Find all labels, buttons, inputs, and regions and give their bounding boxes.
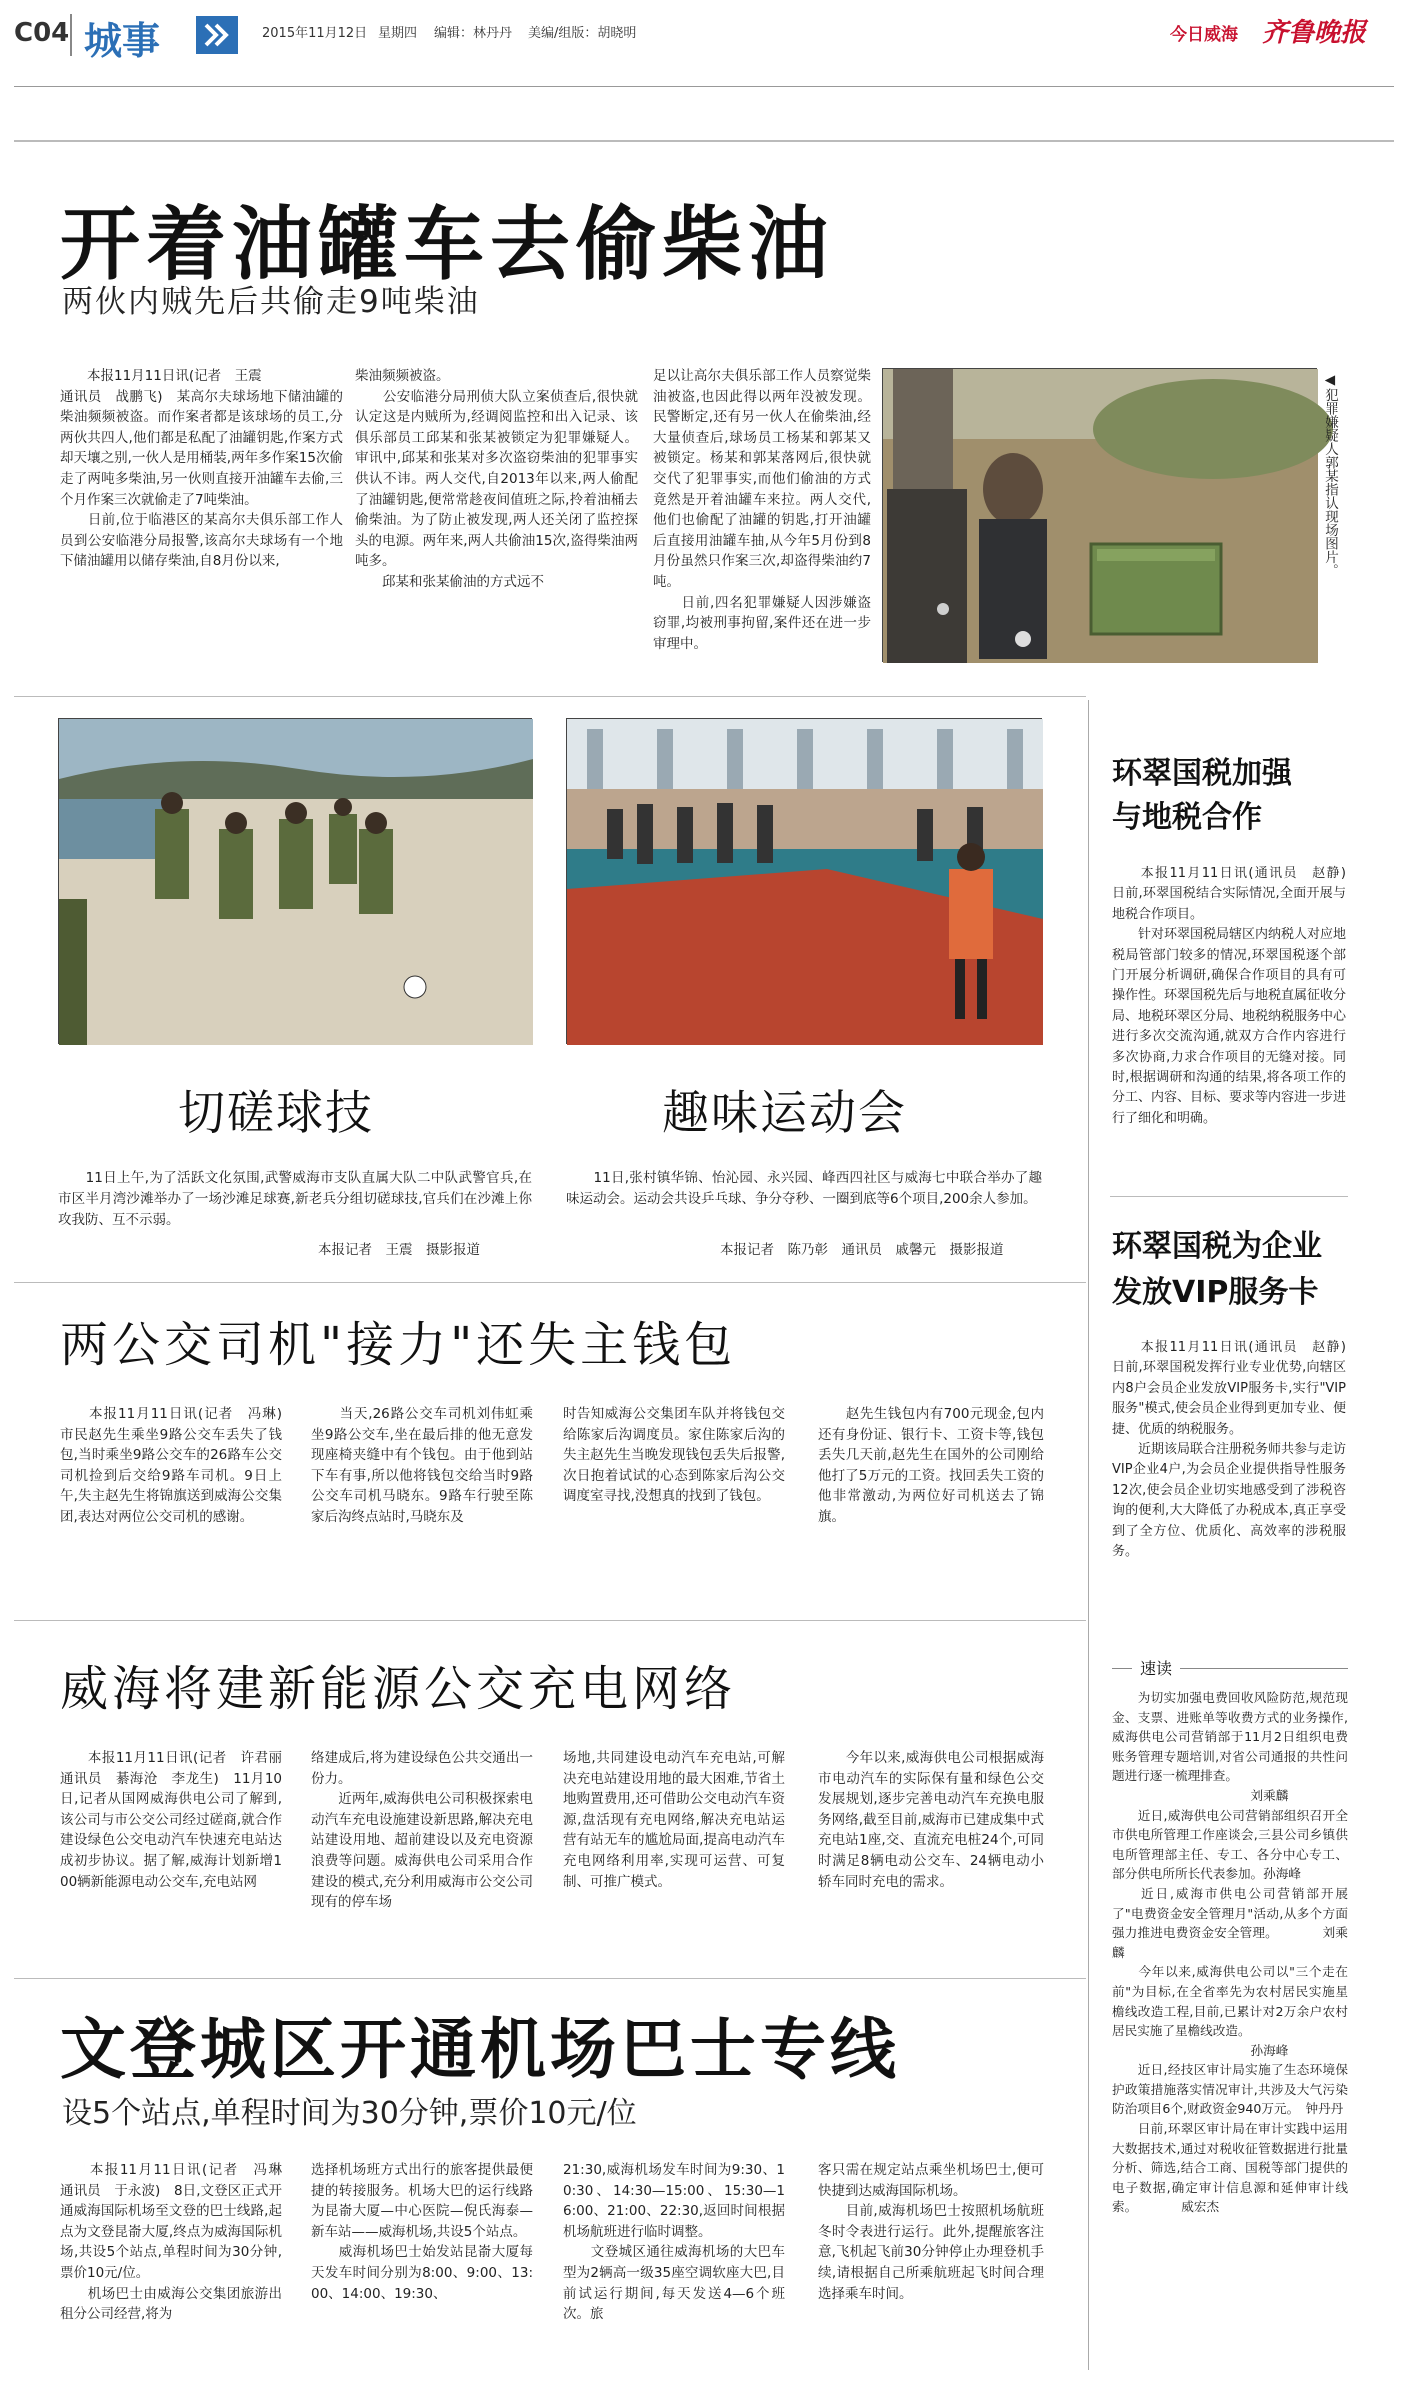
masthead (0, 0, 1409, 100)
section-title: 城事 (84, 19, 161, 63)
story2-column-2: 当天,26路公交车司机刘伟虹乘坐9路公交车,坐在最后排的他无意发现座椅夹缝中有个钱包。由于他到站下车有事,所以他将钱包交给当时9路公交车司机马晓东。9路车行驶至陈家后沟终点站时,马晓东及 (311, 1406, 533, 1525)
designer-credit: 美编/组版：胡晓明 (528, 26, 637, 41)
edition-name: 今日威海 (1170, 25, 1238, 45)
story1-column-3: 足以让高尔夫俱乐部工作人员察觉柴油被盗,也因此得以两年没被发现。民警断定,还有另一伙人在偷柴油,经大量侦查后,球场员工杨某和郭某又被锁定。杨某和郭某落网后,很快就交代了犯罪事实,而他们偷油的方式竟然是开着油罐车来拉。两人交代,他们也偷配了油罐的钥匙,打开油罐后直接用油罐车抽,从今年5月份到8月份虽然只作案三次,却盗得柴油约7吨。 日前,四名犯罪嫌疑人因涉嫌盗窃罪,均被刑事拘留,案件还在进一步审理中。 (653, 368, 871, 652)
photo-title-games: 趣味运动会 (662, 1086, 907, 1141)
photo-credit-games: 本报记者 陈乃彰 通讯员 戚馨元 摄影报道 (720, 1242, 1004, 1258)
subheadline-airport-bus: 设5个站点,单程时间为30分钟,票价10元/位 (62, 2096, 637, 2131)
editor-credit: 编辑：林丹丹 (434, 26, 513, 41)
issue-weekday: 星期四 (378, 26, 418, 41)
sidebar-headline-2 (1112, 1224, 1322, 1316)
photo-suspect-scene (882, 368, 1317, 662)
photo-caption-vertical: ◀犯罪嫌疑人郭某指认现场图片。 (1322, 372, 1338, 577)
story2-column-1: 本报11月11日讯(记者 冯琳) 市民赵先生乘坐9路公交车丢失了钱包,当时乘坐9路公交车的26路车公交司机捡到后交给9路车司机。9日上午,失主赵先生将锦旗送到威海公交集团,表达对两位公交司机的感谢。 (60, 1406, 296, 1525)
photo-beach-soccer (58, 718, 532, 1044)
issue-date: 2015年11月12日 (262, 26, 368, 41)
story3-column-4: 今年以来,威海供电公司根据威海市电动汽车的实际保有量和绿色公交发展规划,逐步完善电动汽车充换电服务网络,截至目前,威海市已建成集中式充电站1座,交、直流充电桩24个,可同时满足8辆电动公交车、24辆电动小轿车同时充电的需求。 (818, 1750, 1044, 1890)
section-rule-2 (14, 1282, 1086, 1283)
story4-column-1: 本报11月11日讯(记者 冯琳 通讯员 于永波) 8日,文登区正式开通威海国际机场至文登的巴士线路,起点为文登昆嵛大厦,终点为威海国际机场,共设5个站点,单程时间为30分钟,票价10元/位。 机场巴士由威海公交集团旅游出租分公司经营,将为 (60, 2162, 282, 2323)
story1-column-2: 柴油频频被盗。 公安临港分局刑侦大队立案侦查后,很快就认定这是内贼所为,经调阅监控和出入记录、该俱乐部员工邱某和张某被锁定为犯罪嫌疑人。审讯中,邱某和张某对多次盗窃柴油的犯罪事实供认不讳。两人交代,自2013年以来,两人偷配了油罐钥匙,便常常趁夜间值班之际,拎着油桶去偷柴油。为了防止被发现,两人还关闭了监控探头的电源。两年来,两人共偷油15次,盗得柴油两吨多。 邱某和张某偷油的方式远不 (355, 368, 638, 590)
section-rule-3 (14, 1620, 1086, 1621)
headline-wallet-returned: 两公交司机"接力"还失主钱包 (60, 1317, 737, 1373)
photo-section-rule (14, 696, 1086, 697)
story2-column-3: 时告知威海公交集团车队并将钱包交给陈家后沟调度员。家住陈家后沟的失主赵先生当晚发现钱包丢失后报警,次日抱着试试的心态到陈家后沟公交调度室寻找,没想真的找到了钱包。 (563, 1406, 785, 1505)
section-rule-4 (14, 1978, 1086, 1979)
quick-read-label: 速读 (1132, 1658, 1180, 1680)
sidebar-divider (1088, 700, 1089, 2370)
headline-airport-bus: 文登城区开通机场巴士专线 (60, 2011, 900, 2088)
story2-column-4: 赵先生钱包内有700元现金,包内还有身份证、银行卡、工资卡等,钱包丢失几天前,赵先生在国外的公司刚给他打了5万元的工资。找回丢失工资的他非常激动,为两位好司机送去了锦旗。 (818, 1406, 1044, 1525)
story3-column-2: 络建成后,将为建设绿色公共交通出一份力。 近两年,威海供电公司积极探索电动汽车充电设施建设新思路,解决充电站建设用地、超前建设以及充电资源浪费等问题。威海供电公司采用合作建设的模式,充分利用威海市公交公司现有的停车场 (311, 1750, 533, 1911)
quick-read-box (1112, 1658, 1348, 2378)
story3-column-1: 本报11月11日讯(记者 许君丽 通讯员 綦海沧 李龙生) 11月10日,记者从国网威海供电公司了解到,该公司与市公交公司经过磋商,就合作建设绿色公交电动汽车快速充电站达成初步协议。据了解,威海计划新增100辆新能源电动公交车,充电站网 (60, 1750, 296, 1890)
sidebar-rule-1 (1110, 1196, 1348, 1197)
story3-column-3: 场地,共同建设电动汽车充电站,可解决充电站建设用地的最大困难,节省土地购置费用,还可借助公交电动汽车资源,盘活现有充电网络,解决充电站运营有站无车的尴尬局面,提高电动汽车充电网络利用率,实现可运营、可复制、可推广模式。 (563, 1750, 785, 1890)
sidebar-headline-1-line-1: 环翠国税加强 (1112, 756, 1292, 791)
story1-column-1: 本报11月11日讯(记者 王震 通讯员 战鹏飞) 某高尔夫球场地下储油罐的柴油频频被盗。而作案者都是该球场的员工,分两伙共四人,他们都是私配了油罐钥匙,作案方式却天壤之别,一伙人是用桶装,两年多作案15次偷走了两吨多柴油,另一伙则直接开油罐车去偷,三个月作案三次就偷走了7吨柴油。 日前,位于临港区的某高尔夫俱乐部工作人员到公安临港分局报警,该高尔夫球场有一个地下储油罐用以储存柴油,自8月份以来, (60, 368, 343, 570)
masthead-divider (70, 14, 72, 56)
double-chevron-right-icon (196, 16, 238, 54)
photo-caption-games: 11日,张村镇华锦、怡沁园、永兴园、峰西四社区与威海七中联合举办了趣味运动会。运动会共设乒乓球、争分夺秒、一圈到底等6个项目,200余人参加。 (566, 1170, 1042, 1207)
headline-diesel-theft: 开着油罐车去偷柴油 (60, 198, 834, 291)
photo-title-soccer: 切磋球技 (178, 1086, 374, 1141)
sidebar-story-1: 本报11月11日讯(通讯员 赵静) 日前,环翠国税结合实际情况,全面开展与地税合作项目。 针对环翠国税局辖区内纳税人对应地税局管部门较多的情况,环翠国税逐个部门开展分析调研,确保合作项目的具有可操作性。环翠国税先后与地税直属征收分局、地税环翠区分局、地税纳税服务中心进行多次交流沟通,就双方合作内容进行多次协商,力求合作项目的无缝对接。同时,根据调研和沟通的结果,将各项工作的分工、内容、目标、要求等内容进一步进行了细化和明确。 (1112, 866, 1347, 1126)
page-number: C04 (14, 18, 70, 48)
masthead-rule-thick (14, 140, 1394, 142)
photo-fun-games (566, 718, 1042, 1044)
story4-column-3: 21:30,威海机场发车时间为9:30、10:30、14:30—15:00、15:30—16:00、21:00、22:30,返回时间根据机场航班进行临时调整。 文登城区通往威海机场的大巴车型为2辆高一级35座空调软座大巴,目前试运行期间,每天发送4—6个班次。旅 (563, 2162, 785, 2323)
headline-charging-network: 威海将建新能源公交充电网络 (60, 1661, 737, 1717)
story4-column-2: 选择机场班方式出行的旅客提供最便捷的转接服务。机场大巴的运行线路为昆嵛大厦—中心医院—倪氏海泰—新车站——威海机场,共设5个站点。 威海机场巴士始发站昆嵛大厦每天发车时间分别为8:00、9:00、13:00、14:00、19:30、 (311, 2162, 533, 2302)
photo-caption-soccer: 11日上午,为了活跃文化氛围,武警威海市支队直属大队二中队武警官兵,在市区半月湾沙滩举办了一场沙滩足球赛,新老兵分组切磋球技,官兵们在沙滩上你攻我防、互不示弱。 (58, 1170, 532, 1228)
story4-column-4: 客只需在规定站点乘坐机场巴士,便可快捷到达威海国际机场。 目前,威海机场巴士按照机场航班冬时令表进行运行。此外,提醒旅客注意,飞机起飞前30分钟停止办理登机手续,请根据自己所乘航班起飞时间合理选择乘车时间。 (818, 2162, 1044, 2302)
sidebar-headline-1 (1112, 752, 1292, 840)
sidebar-headline-1-line-2: 与地税合作 (1112, 800, 1262, 835)
subheadline-diesel-theft: 两伙内贼先后共偷走9吨柴油 (62, 284, 480, 320)
sidebar-story-2: 本报11月11日讯(通讯员 赵静) 日前,环翠国税发挥行业专业优势,向辖区内8户会员企业发放VIP服务卡,实行"VIP服务"模式,使会员企业得到更加专业、便捷、优质的纳税服务。 近期该局联合注册税务师共参与走访VIP企业4户,为会员企业提供指导性服务12次,使会员企业切实地感受到了涉税咨询的便利,大大降低了办税成本,真正享受到了全方位、优质化、高效率的涉税服务。 (1112, 1340, 1347, 1560)
masthead-rule (14, 86, 1394, 87)
quick-read-body: 为切实加强电费回收风险防范,规范现金、支票、进账单等收费方式的业务操作,威海供电公司营销部于11月2日组织电费账务管理专题培训,对省公司通报的共性问题进行逐一梳理排查。 刘乘麟 近日,威海供电公司营销部组织召开全市供电所管理工作座谈会,三县公司乡镇供电所管理部主任、专工、各分中心专工、部分供电所所长代表参加。孙海峰 近日,威海市供电公司营销部开展了"电费资金安全管理月"活动,从多个方面强力推进电费资金安全管理。 刘乘麟 今年以来,威海供电公司以"三个走在前"为目标,在全省率先为农村居民实施星檐线改造工程,目前,已累计对2万余户农村居民实施了星檐线改造。 孙海峰 近日,经技区审计局实施了生态环境保护政策措施落实情况审计,共涉及大气污染防治项目6个,财政资金940万元。 钟丹丹 日前,环翠区审计局在审计实践中运用大数据技术,通过对税收征管数据进行批量分析、筛选,结合工商、国税等部门提供的电子数据,确定审计信息源和延伸审计线索。 威宏杰 (1112, 1690, 1348, 2215)
sidebar-headline-2-line-2: 发放VIP服务卡 (1112, 1275, 1319, 1310)
paper-logo: 齐鲁晚报 (1262, 18, 1367, 48)
photo-credit-soccer: 本报记者 王震 摄影报道 (318, 1242, 480, 1258)
sidebar-headline-2-line-1: 环翠国税为企业 (1112, 1229, 1322, 1264)
